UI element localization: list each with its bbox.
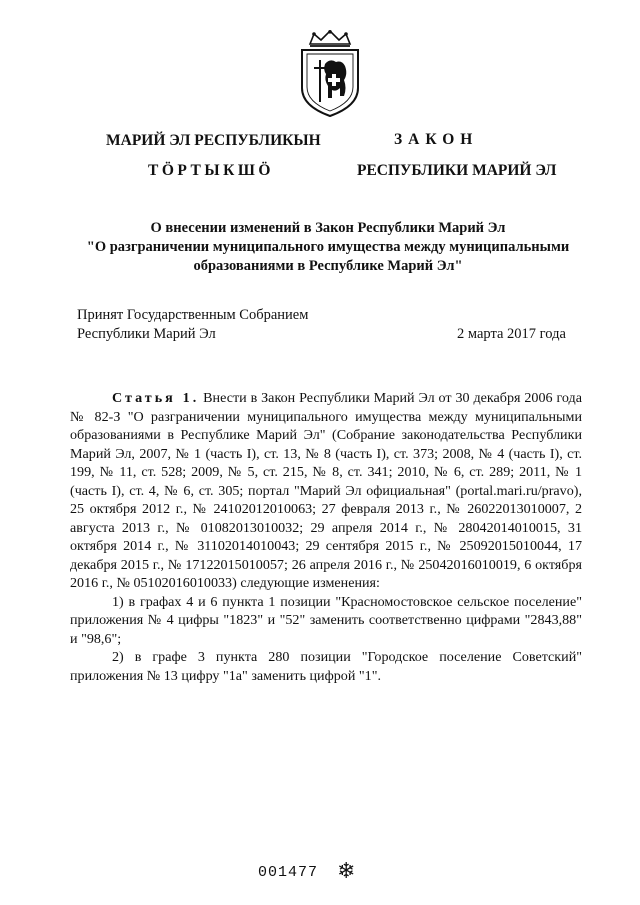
law-title-line2: "О разграничении муниципального имущества между муниципальными: [86, 239, 570, 255]
header-left-line2: ТӦРТЫКШӦ: [148, 162, 274, 179]
article-1-item-2: 2) в графе 3 пункта 280 позиции "Городское поселение Советский" приложения № 13 цифру "1а" заменить цифрой "1".: [70, 649, 582, 684]
adoption-note: [77, 306, 308, 344]
adoption-line2: Республики Марий Эл: [77, 326, 216, 342]
law-title-line1: О внесении изменений в Закон Республики Марий Эл: [150, 220, 506, 236]
header-right-line1: ЗАКОН: [394, 131, 479, 148]
document-number: 001477: [258, 864, 319, 881]
article-1-text: Внести в Закон Республики Марий Эл от 30 декабря 2006 года № 82-З "О разграничении муниципального имущества между муниципальными образованиями в Республике Марий Эл" (Собрание законодательства Республики Марий Эл, 2007, № 1 (часть I), ст. 13, № 8 (часть I), ст. 373; 2008, № 4 (часть I), ст. 199, № 11, ст. 528; 2009, № 5, ст. 215, № 8, ст. 341; 2010, № 6, ст. 289; 2011, № 1 (часть I), ст. 4, № 6, ст. 305; портал "Марий Эл официальная" (portal.mari.ru/pravo), 25 октября 2012 г., № 24102012010063; 27 февраля 2013 г., № 26022013010007, 2 августа 2013 г., № 01082013010032; 29 апреля 2014 г., № 28042014010015, 31 октября 2014 г., № 31102014010043; 29 сентября 2015 г., № 25092015010044, 17 декабря 2015 г., № 17122015010057; 26 апреля 2016 г., № 25042016010019, 6 октября 2016 г., № 05102016010033) следующие изменения:: [70, 390, 582, 591]
law-title-line3: образованиями в Республике Марий Эл": [193, 258, 463, 274]
article-1-paragraph: [70, 389, 582, 593]
header-right-line2: РЕСПУБЛИКИ МАРИЙ ЭЛ: [357, 162, 557, 179]
article-1-item-1: 1) в графах 4 и 6 пункта 1 позиции "Красномостовское сельское поселение" приложения № 4 цифры "1823" и "52" заменить соответственно цифрами "2843,88" и "98,6";: [70, 593, 582, 647]
snowflake-icon: ❄: [337, 858, 356, 883]
law-title: [60, 219, 596, 276]
header-left-line1: МАРИЙ ЭЛ РЕСПУБЛИКЫН: [106, 132, 321, 149]
article-1: [70, 389, 582, 685]
coat-of-arms-icon: [292, 30, 368, 120]
adoption-date: 2 марта 2017 года: [457, 326, 566, 342]
adoption-line1: Принят Государственным Собранием: [77, 307, 309, 323]
article-1-label: Статья 1.: [112, 390, 200, 406]
